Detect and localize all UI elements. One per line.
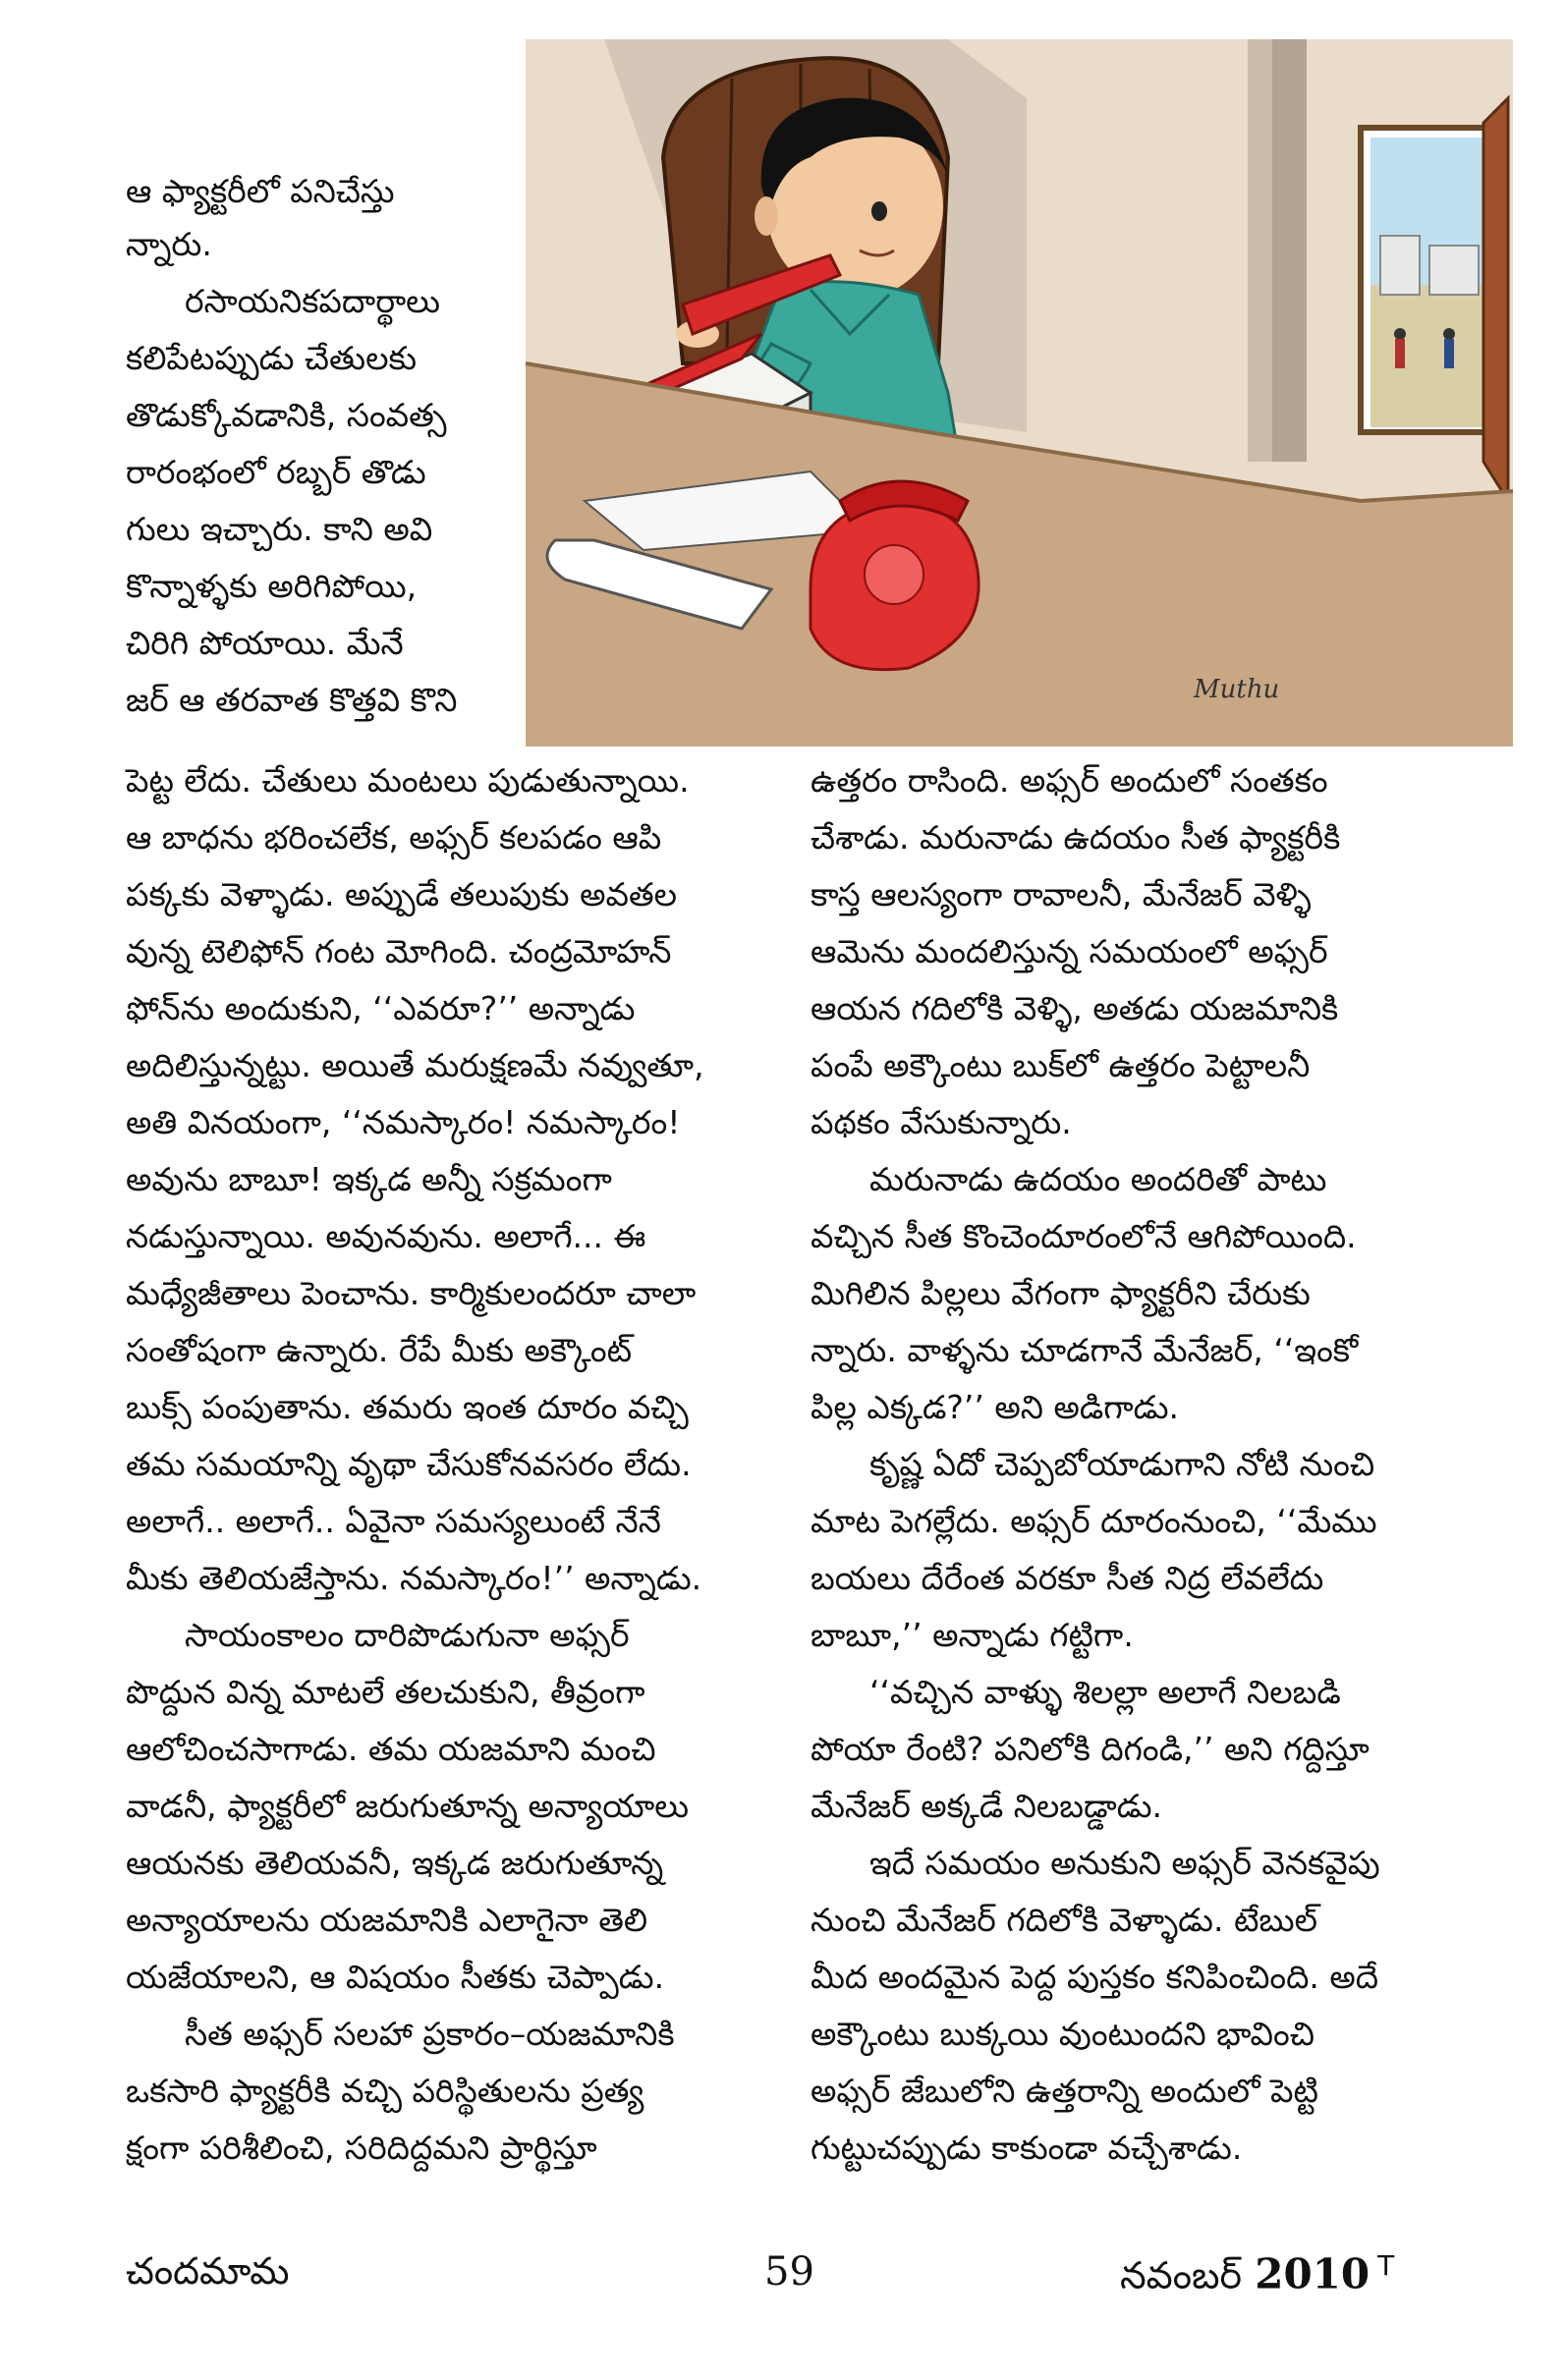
text-line: మాట పెగల్లేదు. అఫ్సర్ దూరంనుంచి, ‘‘మేము: [811, 1502, 1377, 1540]
text-line: పొద్దున విన్న మాటలే తలచుకుని, తీవ్రంగా: [126, 1673, 645, 1711]
text-line: అవును బాబూ! ఇక్కడ అన్నీ సక్రమంగా: [126, 1160, 612, 1198]
text-line: నడుస్తున్నాయి. అవునవును. అలాగే... ఈ: [126, 1217, 646, 1255]
text-line: పోయా రేంటి? పనిలోకి దిగండి,’’ అని గద్దిస్తూ: [811, 1730, 1370, 1768]
text-line: తమ సమయాన్ని వృథా చేసుకోనవసరం లేదు.: [126, 1445, 692, 1483]
text-line: కృష్ణ ఏదో చెప్పబోయాడుగాని నోటి నుంచి: [869, 1445, 1375, 1483]
text-line: ఆ ఫ్యాక్టరీలో పనిచేస్తు: [126, 172, 395, 210]
text-line: మేనేజర్ అక్కడే నిలబడ్డాడు.: [811, 1787, 1163, 1825]
text-line: చేశాడు. మరునాడు ఉదయం సీత ఫ్యాక్టరీకి: [811, 818, 1341, 857]
text-line: యజేయాలని, ఆ విషయం సీతకు చెప్పాడు.: [126, 1958, 665, 1996]
text-line: రారంభంలో రబ్బర్ తొడు: [126, 453, 426, 491]
text-line: పంపే అక్కౌంటు బుక్‌లో ఉత్తరం పెట్టాలనీ: [811, 1046, 1311, 1084]
text-line: బాబూ,’’ అన్నాడు గట్టిగా.: [811, 1616, 1134, 1654]
text-line: సీత అఫ్సర్ సలహా ప్రకారం–యజమానికి: [185, 2015, 675, 2053]
text-line: మరునాడు ఉదయం అందరితో పాటు: [869, 1160, 1327, 1198]
text-line: గులు ఇచ్చారు. కాని అవి: [126, 510, 433, 548]
text-line: అఫ్సర్ జేబులోని ఉత్తరాన్ని అందులో పెట్టి: [811, 2072, 1318, 2110]
text-line: పిల్ల ఎక్కడ?’’ అని అడిగాడు.: [811, 1388, 1179, 1426]
text-line: మీకు తెలియజేస్తాను. నమస్కారం!’’ అన్నాడు.: [126, 1559, 702, 1597]
text-line: అదిలిస్తున్నట్టు. అయితే మరుక్షణమే నవ్వుతూ,: [126, 1046, 704, 1084]
text-line: మధ్యేజీతాలు పెంచాను. కార్మికులందరూ చాలా: [126, 1274, 697, 1312]
text-line: అతి వినయంగా, ‘‘నమస్కారం! నమస్కారం!: [126, 1103, 681, 1141]
issue-date: [1120, 2249, 1394, 2307]
text-line: న్నారు.: [126, 225, 212, 263]
text-line: ఆ బాధను భరించలేక, అఫ్సర్ కలపడం ఆపి: [126, 818, 662, 857]
text-line: కలిపేటప్పుడు చేతులకు: [126, 339, 418, 377]
text-line: న్నారు. వాళ్ళను చూడగానే మేనేజర్, ‘‘ఇంకో: [811, 1331, 1359, 1369]
text-line: ఉత్తరం రాసింది. అఫ్సర్ అందులో సంతకం: [811, 761, 1328, 800]
text-line: సంతోషంగా ఉన్నారు. రేపే మీకు అక్కౌంట్: [126, 1331, 633, 1369]
text-line: ఫోన్‌ను అందుకుని, ‘‘ఎవరూ?’’ అన్నాడు: [126, 989, 636, 1027]
text-line: రసాయనికపదార్థాలు: [185, 282, 440, 320]
text-line: పెట్ట లేదు. చేతులు మంటలు పుడుతున్నాయి.: [126, 761, 690, 800]
text-line: పథకం వేసుకున్నారు.: [811, 1103, 1072, 1141]
text-line: నుంచి మేనేజర్ గదిలోకి వెళ్ళాడు. టేబుల్: [811, 1901, 1317, 1939]
text-line: పక్కకు వెళ్ళాడు. అప్పుడే తలుపుకు అవతల: [126, 875, 678, 913]
issue-month: నవంబర్: [1120, 2253, 1242, 2297]
text-line: ఆలోచించసాగాడు. తమ యజమాని మంచి: [126, 1730, 656, 1768]
footer-mark: T: [1377, 2249, 1395, 2282]
text-line: వచ్చిన సీత కొంచెందూరంలోనే ఆగిపోయింది.: [811, 1217, 1357, 1255]
issue-year: 2010: [1255, 2249, 1370, 2298]
text-line: ఆమెను మందలిస్తున్న సమయంలో అఫ్సర్: [811, 932, 1328, 970]
text-line: కొన్నాళ్ళకు అరిగిపోయి,: [126, 567, 418, 605]
boy-at-desk-illustration: [516, 39, 1513, 747]
text-line: బుక్స్ పంపుతాను. తమరు ఇంత దూరం వచ్చి: [126, 1388, 689, 1426]
text-line: మిగిలిన పిల్లలు వేగంగా ఫ్యాక్టరీని చేరుకు: [811, 1274, 1311, 1312]
text-line: అన్యాయాలను యజమానికి ఎలాగైనా తెలి: [126, 1901, 648, 1939]
magazine-name: చందమామ: [126, 2249, 290, 2293]
text-line: బయలు దేరేంత వరకూ సీత నిద్ర లేవలేదు: [811, 1559, 1324, 1597]
text-line: ఇదే సమయం అనుకుని అఫ్సర్ వెనకవైపు: [869, 1844, 1380, 1882]
text-line: గుట్టుచప్పుడు కాకుండా వచ్చేశాడు.: [811, 2129, 1243, 2167]
text-line: వున్న టెలిఫోన్ గంట మోగింది. చంద్రమోహన్: [126, 932, 672, 970]
text-line: వాడనీ, ఫ్యాక్టరీలో జరుగుతూన్న అన్యాయాలు: [126, 1787, 690, 1825]
text-line: జర్ ఆ తరవాత కొత్తవి కొని: [126, 681, 458, 719]
text-line: మీద అందమైన పెద్ద పుస్తకం కనిపించింది. అదే: [811, 1958, 1379, 1996]
text-line: సాయంకాలం దారిపొడుగునా అఫ్సర్: [185, 1616, 630, 1654]
text-line: అక్కౌంటు బుక్కయి వుంటుందని భావించి: [811, 2015, 1315, 2053]
text-line: కాస్త ఆలస్యంగా రావాలనీ, మేనేజర్ వెళ్ళి: [811, 875, 1312, 913]
text-line: తొడుక్కోవడానికి, సంవత్స: [126, 396, 447, 434]
text-line: ఆయనకు తెలియవనీ, ఇక్కడ జరుగుతూన్న: [126, 1844, 664, 1882]
artist-signature: Muthu: [1194, 675, 1280, 704]
text-line: క్షంగా పరిశీలించి, సరిదిద్దమని ప్రార్థిస్తూ: [126, 2129, 597, 2167]
story-illustration: [516, 39, 1513, 747]
text-line: చిరిగి పోయాయి. మేనే: [126, 624, 404, 662]
text-line: ‘‘వచ్చిన వాళ్ళు శిలల్లా అలాగే నిలబడి: [869, 1673, 1341, 1711]
text-line: ఒకసారి ఫ్యాక్టరీకి వచ్చి పరిస్థితులను ప్రత్య: [126, 2072, 644, 2110]
page-number: 59: [764, 2249, 814, 2295]
text-line: అలాగే.. అలాగే.. ఏవైనా సమస్యలుంటే నేనే: [126, 1502, 661, 1540]
text-line: ఆయన గదిలోకి వెళ్ళి, అతడు యజమానికి: [811, 989, 1339, 1027]
